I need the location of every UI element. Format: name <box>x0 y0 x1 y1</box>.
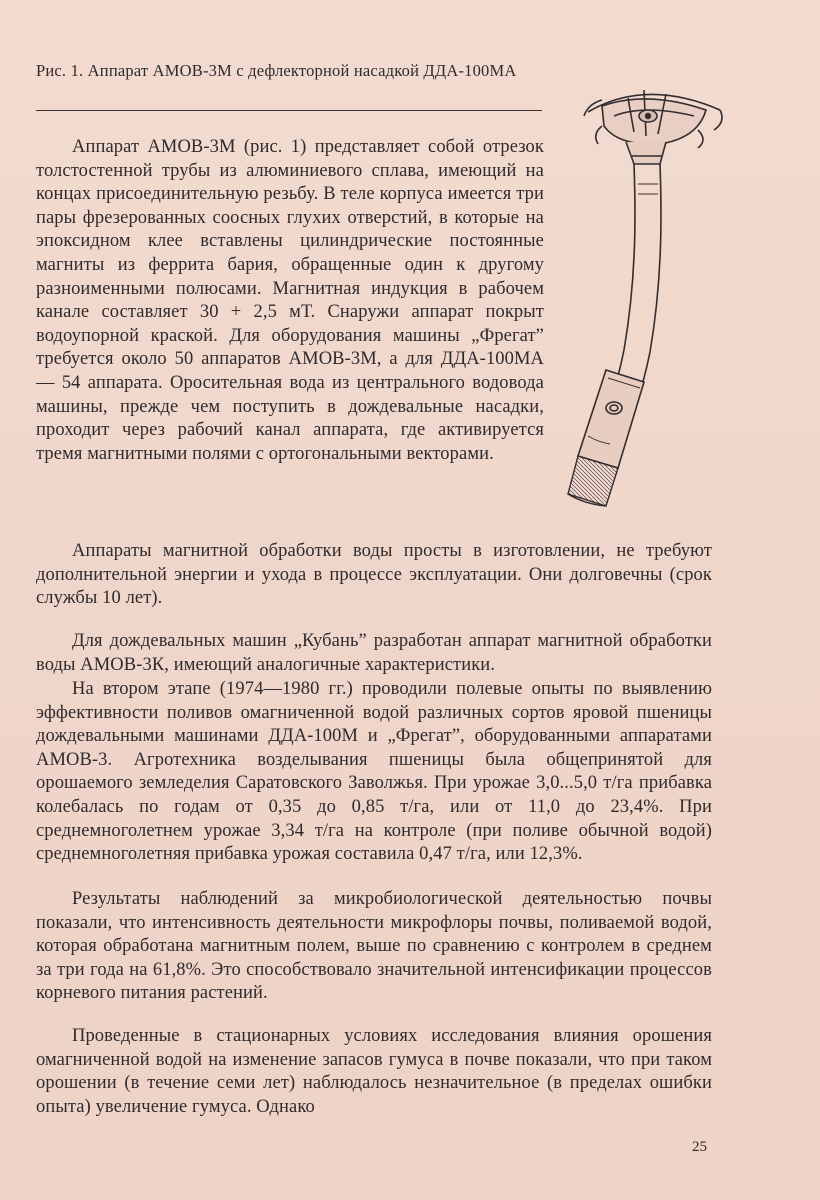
paragraph-field-trials: На втором этапе (1974—1980 гг.) проводили полевые опыты по выявлению эффективности поливов омагниченной водой различных сортов яровой пшеницы дождевальными машинами ДДА-100М и „Фрегат”, оборудованными аппаратами АМОВ-3. Агротехника возделывания пшеницы была общепринятой для орошаемого земледелия Саратовского Заволжья. При урожае 3,0...5,0 т/га прибавка колебалась по годам от 0,35 до 0,85 т/га, или от 11,0 до 23,4%. При среднемноголетнем урожае 3,34 т/га на контроле (при поливе обычной водой) среднемноголетняя прибавка урожая составила 0,47 т/га, или 12,3%. <box>36 679 712 865</box>
magnetic-apparatus-body <box>578 370 644 468</box>
deflector-nozzle <box>584 90 722 164</box>
paragraph-apparatus-advantages: Аппараты магнитной обработки воды просты в изготовлении, не требуют дополнительной энергии и ухода в процессе эксплуатации. Они долговечны (срок службы 10 лет). <box>36 541 712 609</box>
page-number: 25 <box>692 1139 707 1155</box>
apparatus-illustration <box>548 60 728 530</box>
paragraph-apparatus-description: Аппарат АМОВ-3М (рис. 1) представляет собой отрезок толстостенной трубы из алюминиевого сплава, имеющий на концах присоединительную резьбу. В теле корпуса имеется три пары фрезерованных соосных глухих отверстий, в которые на эпоксидном клее вставлены цилиндрические постоянные магниты из феррита бария, обращенные один к другому разноименными полюсами. Магнитная индукция в рабочем канале составляет 30 + 2,5 мТ. Снаружи аппарат покрыт водоупорной краской. Для оборудования машины „Фрегат” требуется около 50 аппаратов АМОВ-3М, а для ДДА-100МА — 54 аппарата. Оросительная вода из центрального водовода машины, прежде чем поступить в дождевальные насадки, проходит через рабочий канал аппарата, где активируется тремя магнитными полями с ортогональными векторами. <box>36 137 544 464</box>
figure-caption: Рис. 1. Аппарат АМОВ-3М с дефлекторной насадкой ДДА-100МА <box>36 61 517 80</box>
paragraph-kuban-apparatus: Для дождевальных машин „Кубань” разработан аппарат магнитной обработки воды АМОВ-3К, имеющий аналогичные характеристики. <box>36 631 712 675</box>
caption-divider <box>36 110 542 111</box>
paragraph-microbiology: Результаты наблюдений за микробиологической деятельностью почвы показали, что интенсивность деятельности микрофлоры почвы, поливаемой водой, которая обработана магнитным полем, выше по сравнению с контролем в среднем за три года на 61,8%. Это способствовало значительной интенсификации процессов корневого питания растений. <box>36 889 712 1004</box>
paragraph-humus-study: Проведенные в стационарных условиях исследования влияния орошения омагниченной водой на изменение запасов гумуса в почве показали, что при таком орошении (в течение семи лет) наблюдалось незначительное (в пределах ошибки опыта) увеличение гумуса. Однако <box>36 1026 712 1117</box>
